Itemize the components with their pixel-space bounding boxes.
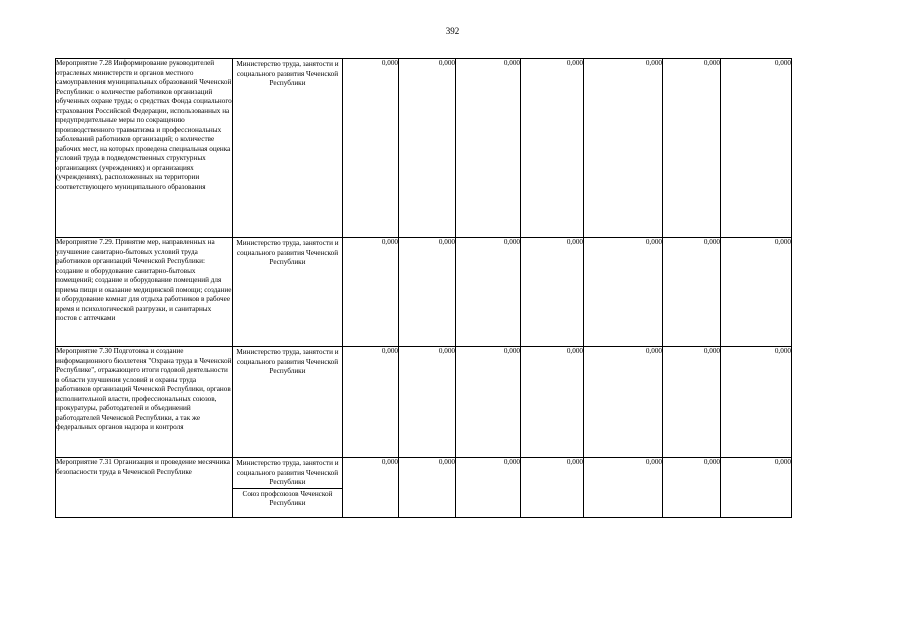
responsible-organization	[233, 458, 343, 518]
value-cell: 0,000	[343, 458, 399, 518]
value-cell: 0,000	[521, 238, 584, 347]
value-cell: 0,000	[721, 347, 792, 458]
measure-description: Мероприятие 7.31 Организация и проведение месячника безопасности труда в Чеченской Республике	[56, 458, 233, 518]
table-row	[56, 238, 792, 347]
organization-name: Министерство труда, занятости и социального развития Чеченской Республики	[236, 459, 339, 486]
value-cell: 0,000	[456, 347, 521, 458]
responsible-organization	[233, 238, 343, 347]
value-cell: 0,000	[663, 59, 721, 238]
responsible-organization	[233, 347, 343, 458]
measure-description: Мероприятие 7.29. Принятие мер, направленных на улучшение санитарно-бытовых условий труда работников организаций Чеченской Республики: создание и оборудование санитарно-бытовых помещений; создание и оборудование помещений для приема пищи и оказание медицинской помощи; создание и оборудование комнат для отдыха работников в рабочее время и психологической разгрузки, и санитарных постов с аптечками	[56, 238, 233, 347]
value-cell: 0,000	[663, 347, 721, 458]
measure-description: Мероприятие 7.28 Информирование руководителей отраслевых министерств и органов местного самоуправления муниципальных образований Чеченской Республики: о количестве работников организаций обученных охране труда; о средствах Фонда социального страхования Российской Федерации, использованных на предупредительные меры по сокращению производственного травматизма и профессиональных заболеваний работников организаций; о количестве рабочих мест, на которых проведена специальная оценка условий труда в подведомственных структурных организациях (учреждениях) и организациях (учреждениях), расположенных на территории соответствующего муниципального образования	[56, 59, 233, 238]
value-cell: 0,000	[521, 347, 584, 458]
value-cell: 0,000	[456, 458, 521, 518]
value-cell: 0,000	[663, 458, 721, 518]
value-cell: 0,000	[663, 238, 721, 347]
value-cell: 0,000	[584, 458, 663, 518]
value-cell: 0,000	[343, 59, 399, 238]
organization-name: Министерство труда, занятости и социального развития Чеченской Республики	[236, 239, 339, 266]
value-cell: 0,000	[584, 59, 663, 238]
value-cell: 0,000	[399, 458, 456, 518]
value-cell: 0,000	[521, 59, 584, 238]
value-cell: 0,000	[456, 238, 521, 347]
value-cell: 0,000	[521, 458, 584, 518]
measure-description: Мероприятие 7.30 Подготовка и создание информационного бюллетеня "Охрана труда в Чеченской Республике", отражающего итоги годовой деятельности в области улучшения условий и охраны труда работников организаций Чеченской Республики, органов исполнительной власти, профессиональных союзов, прокуратуры, работодателей и объединений работодателей Чеченской Республики, а так же федеральных органов надзора и контроля	[56, 347, 233, 458]
value-cell: 0,000	[343, 347, 399, 458]
value-cell: 0,000	[456, 59, 521, 238]
value-cell: 0,000	[721, 59, 792, 238]
organization-name: Союз профсоюзов Чеченской Республики	[233, 488, 342, 509]
organization-name: Министерство труда, занятости и социального развития Чеченской Республики	[236, 60, 339, 87]
page-number: 392	[445, 26, 460, 36]
value-cell: 0,000	[399, 238, 456, 347]
table-row	[56, 347, 792, 458]
value-cell: 0,000	[343, 238, 399, 347]
organization-name: Министерство труда, занятости и социального развития Чеченской Республики	[236, 348, 339, 375]
value-cell: 0,000	[584, 347, 663, 458]
value-cell: 0,000	[399, 59, 456, 238]
table-row	[56, 458, 792, 518]
table-row	[56, 59, 792, 238]
value-cell: 0,000	[721, 458, 792, 518]
responsible-organization	[233, 59, 343, 238]
value-cell: 0,000	[721, 238, 792, 347]
program-measures-table	[55, 58, 792, 518]
value-cell: 0,000	[584, 238, 663, 347]
value-cell: 0,000	[399, 347, 456, 458]
